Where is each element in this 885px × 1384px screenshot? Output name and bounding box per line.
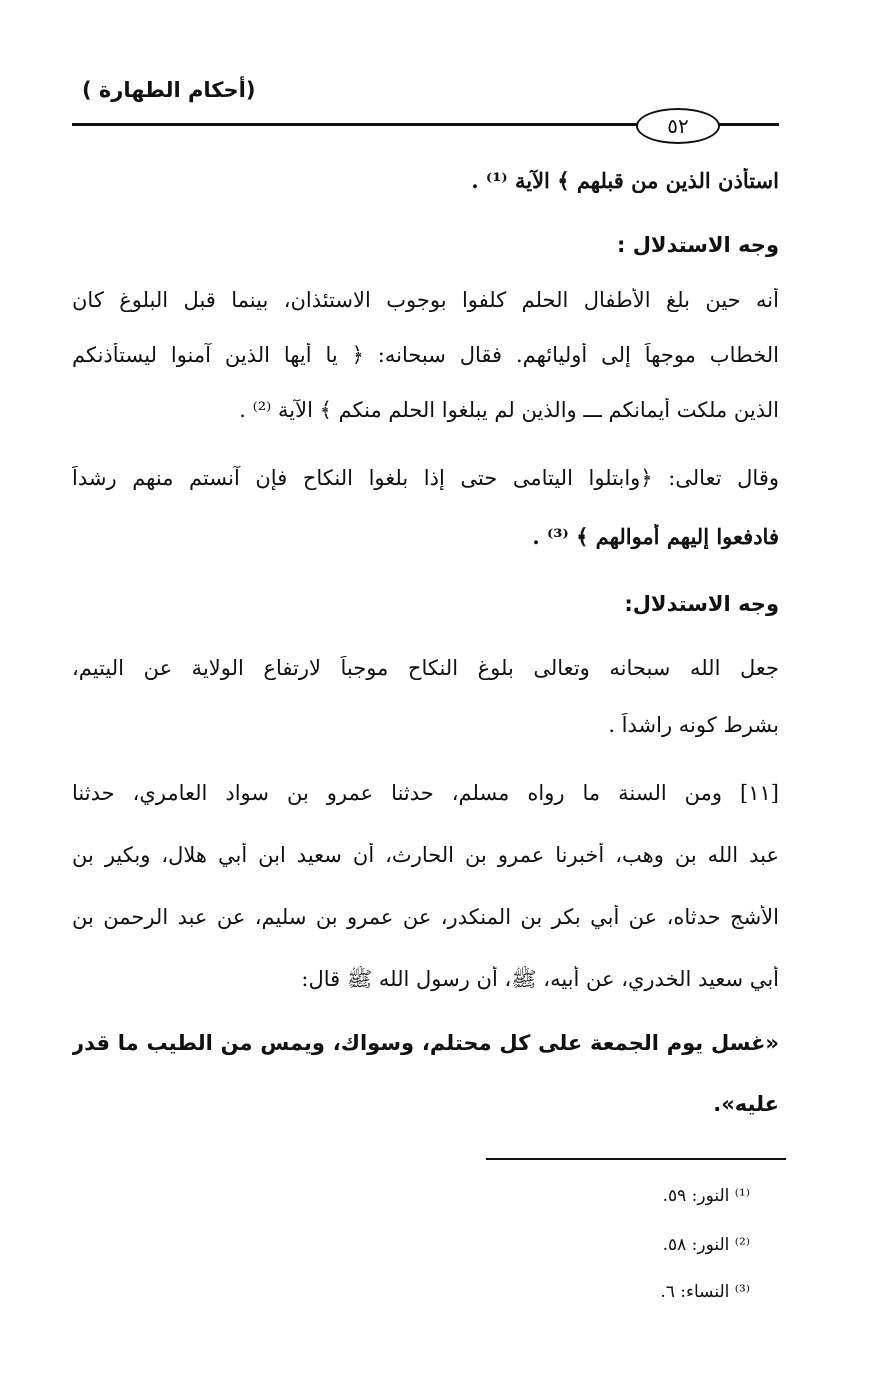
footnote-marker: ⁽¹⁾ xyxy=(734,1186,750,1206)
hadith-text: «غسل يوم الجمعة على كل محتلم، وسواك، ويمس من الطيب ما قدر xyxy=(72,1031,779,1055)
footnote-marker: ⁽²⁾ xyxy=(734,1235,750,1255)
footnote-text: النور: ٥٩. xyxy=(662,1186,730,1206)
hadith-text: عليه». xyxy=(713,1092,779,1116)
paragraph-line: فادفعوا إليهم أموالهم ﴾ ⁽³⁾ . xyxy=(532,524,779,549)
paragraph-line: وقال تعالى: ﴿وابتلوا اليتامى حتى إذا بلغوا النكاح فإن آنستم منهم رشداً xyxy=(72,466,779,490)
footnote-rule xyxy=(486,1158,786,1160)
paragraph-line: بشرط كونه راشداً . xyxy=(608,713,779,737)
footnote-text: النور: ٥٨. xyxy=(662,1235,730,1255)
page-number: ٥٢ xyxy=(636,108,720,144)
hadith-line: الأشج حدثاه، عن أبي بكر بن المنكدر، عن عمرو بن سليم، عن عبد الرحمن بن xyxy=(72,905,779,929)
verse-continuation: استأذن الذين من قبلهم ﴾ الآية ⁽¹⁾ . xyxy=(471,168,779,193)
footnote-3 xyxy=(560,1282,750,1302)
hadith-line: عبد الله بن وهب، أخبرنا عمرو بن الحارث، أن سعيد ابن أبي هلال، وبكير بن xyxy=(72,843,779,867)
paragraph-line: الخطاب موجهاً إلى أوليائهم. فقال سبحانه: ﴿ يا أيها الذين آمنوا ليستأذنكم xyxy=(72,343,779,367)
footnote-text: النساء: ٦. xyxy=(660,1282,730,1302)
paragraph-line: جعل الله سبحانه وتعالى بلوغ النكاح موجباً لارتفاع الولاية عن اليتيم، xyxy=(72,656,779,680)
footnote-2 xyxy=(560,1235,750,1255)
hadith-line: أبي سعيد الخدري، عن أبيه، ﷺ، أن رسول الله ﷺ قال: xyxy=(301,967,779,991)
footnote-1 xyxy=(560,1186,750,1206)
hadith-line: [١١] ومن السنة ما رواه مسلم، حدثنا عمرو بن سواد العامري، حدثنا xyxy=(72,781,779,805)
section-heading-istidlal-2: وجه الاستدلال: xyxy=(624,592,779,616)
footnote-marker: ⁽³⁾ xyxy=(734,1282,750,1302)
paragraph-line: أنه حين بلغ الأطفال الحلم كلفوا بوجوب الاستئذان، بينما قبل البلوغ كان xyxy=(72,288,779,312)
paragraph-line: الذين ملكت أيمانكم ـــ والذين لم يبلغوا الحلم منكم ﴾ الآية ⁽²⁾ . xyxy=(239,398,779,422)
running-header-title: (أحكام الطهارة ) xyxy=(82,78,256,102)
section-heading-istidlal-1: وجه الاستدلال : xyxy=(617,233,779,257)
